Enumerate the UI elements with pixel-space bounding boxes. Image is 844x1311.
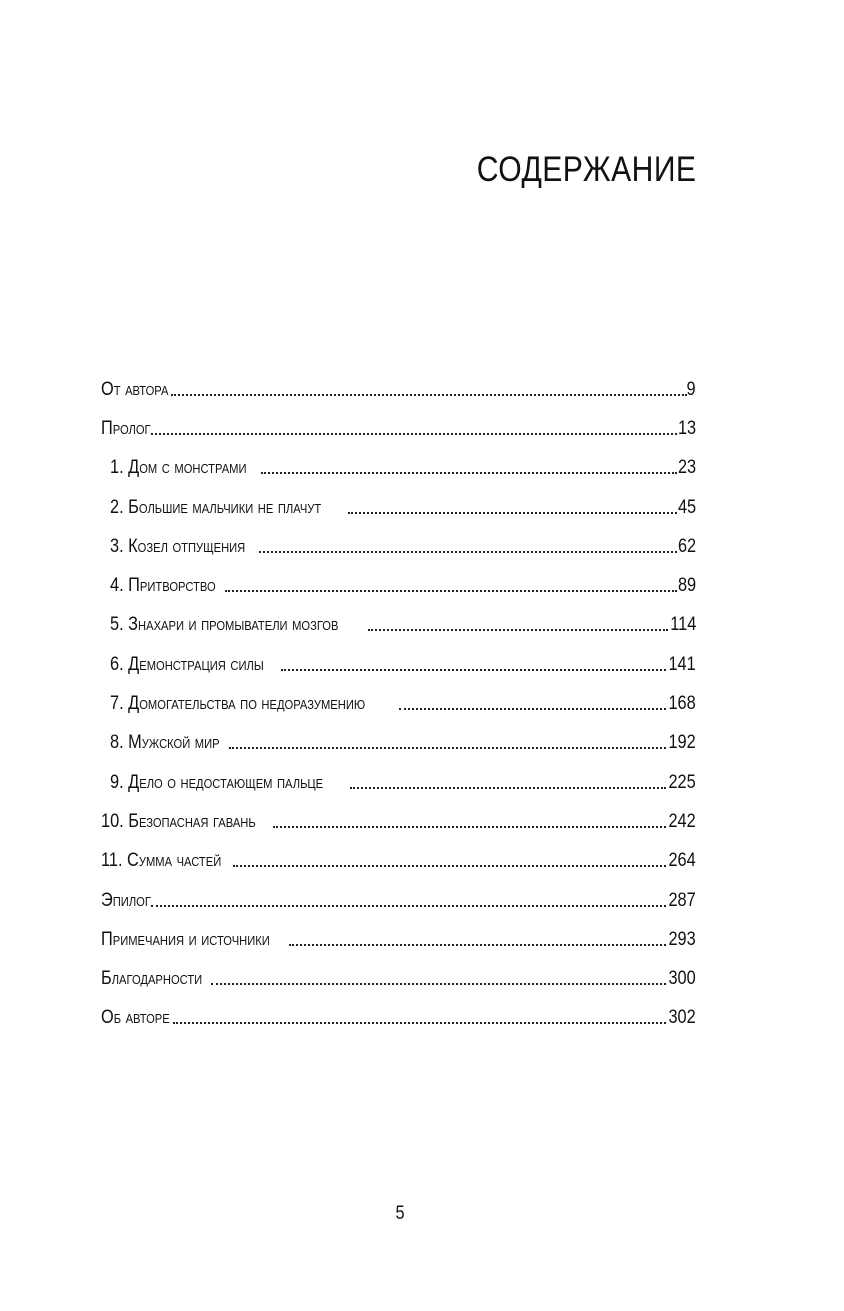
toc-entry bbox=[101, 449, 696, 488]
toc-entry-title: 11. Сумма частей bbox=[101, 850, 222, 872]
toc-entry-title: 6. Демонстрация силы bbox=[110, 653, 264, 675]
toc-entry-page: 45 bbox=[677, 496, 696, 518]
toc-entry-page: 242 bbox=[668, 810, 696, 832]
toc-entry-title: Об авторе bbox=[101, 1007, 170, 1029]
dot-leader bbox=[259, 551, 677, 553]
toc-entry-title: 10. Безопасная гавань bbox=[101, 810, 256, 832]
toc-entry bbox=[101, 527, 696, 566]
toc-entry bbox=[101, 370, 696, 409]
page-number: 5 bbox=[395, 1203, 405, 1224]
dot-leader bbox=[151, 905, 666, 907]
toc-entry-page: 287 bbox=[668, 889, 696, 911]
dot-leader bbox=[151, 433, 677, 435]
toc-entry-title: Благодарности bbox=[101, 968, 203, 990]
toc-entry bbox=[101, 606, 696, 645]
toc-entry-page: 9 bbox=[686, 378, 696, 400]
dot-leader bbox=[233, 865, 666, 867]
toc-entry-page: 225 bbox=[668, 771, 696, 793]
dot-leader bbox=[368, 629, 668, 631]
toc-entry bbox=[101, 488, 696, 527]
toc-entry-page: 23 bbox=[677, 457, 696, 479]
toc-entry bbox=[101, 409, 696, 448]
toc-entry bbox=[101, 842, 696, 881]
toc-entry bbox=[101, 684, 696, 723]
toc-entry-title: Пролог bbox=[101, 417, 151, 439]
toc-entry bbox=[101, 959, 696, 998]
toc-entry-title: 8. Мужской мир bbox=[110, 732, 220, 754]
toc-entry-title: 7. Домогательства по недоразумению bbox=[110, 693, 366, 715]
dot-leader bbox=[350, 787, 666, 789]
dot-leader bbox=[173, 1022, 666, 1024]
toc-entry bbox=[101, 802, 696, 841]
dot-leader bbox=[211, 983, 667, 985]
page-title: СОДЕРЖАНИЕ bbox=[476, 150, 696, 189]
toc-entry-title: 1. Дом с монстрами bbox=[110, 457, 247, 479]
toc-entry-title: 5. Знахари и промыватели мозгов bbox=[110, 614, 339, 636]
dot-leader bbox=[281, 669, 667, 671]
toc-entry bbox=[101, 999, 696, 1038]
dot-leader bbox=[261, 472, 677, 474]
toc-entry-title: 9. Дело о недостающем пальце bbox=[110, 771, 324, 793]
toc-entry-page: 192 bbox=[668, 732, 696, 754]
toc-entry-title: Примечания и источники bbox=[101, 928, 270, 950]
toc-entry-title: 3. Козел отпущения bbox=[110, 535, 246, 557]
toc-entry-page: 114 bbox=[669, 614, 696, 636]
toc-entry-page: 302 bbox=[668, 1007, 696, 1029]
toc-entry-page: 264 bbox=[668, 850, 696, 872]
toc-entry-title: 2. Большие мальчики не плачут bbox=[110, 496, 322, 518]
toc-entry bbox=[101, 881, 696, 920]
toc-entry-page: 13 bbox=[677, 417, 696, 439]
toc-entry-page: 141 bbox=[668, 653, 696, 675]
toc-entry bbox=[101, 566, 696, 605]
dot-leader bbox=[273, 826, 666, 828]
dot-leader bbox=[171, 394, 687, 396]
toc-entry bbox=[101, 645, 696, 684]
toc-entry-title: 4. Притворство bbox=[110, 575, 216, 597]
toc-entry-page: 89 bbox=[677, 575, 696, 597]
toc-entry bbox=[101, 920, 696, 959]
dot-leader bbox=[229, 747, 666, 749]
toc-entry bbox=[101, 724, 696, 763]
toc-entry-title: От автора bbox=[101, 378, 169, 400]
toc-entry bbox=[101, 763, 696, 802]
dot-leader bbox=[289, 944, 666, 946]
toc-entry-page: 168 bbox=[668, 693, 696, 715]
toc-entry-page: 293 bbox=[668, 928, 696, 950]
toc-entry-title: Эпилог bbox=[101, 889, 151, 911]
toc-entry-page: 62 bbox=[677, 535, 696, 557]
dot-leader bbox=[225, 590, 677, 592]
dot-leader bbox=[348, 512, 677, 514]
dot-leader bbox=[399, 708, 667, 710]
table-of-contents bbox=[101, 370, 696, 1038]
toc-entry-page: 300 bbox=[668, 968, 696, 990]
